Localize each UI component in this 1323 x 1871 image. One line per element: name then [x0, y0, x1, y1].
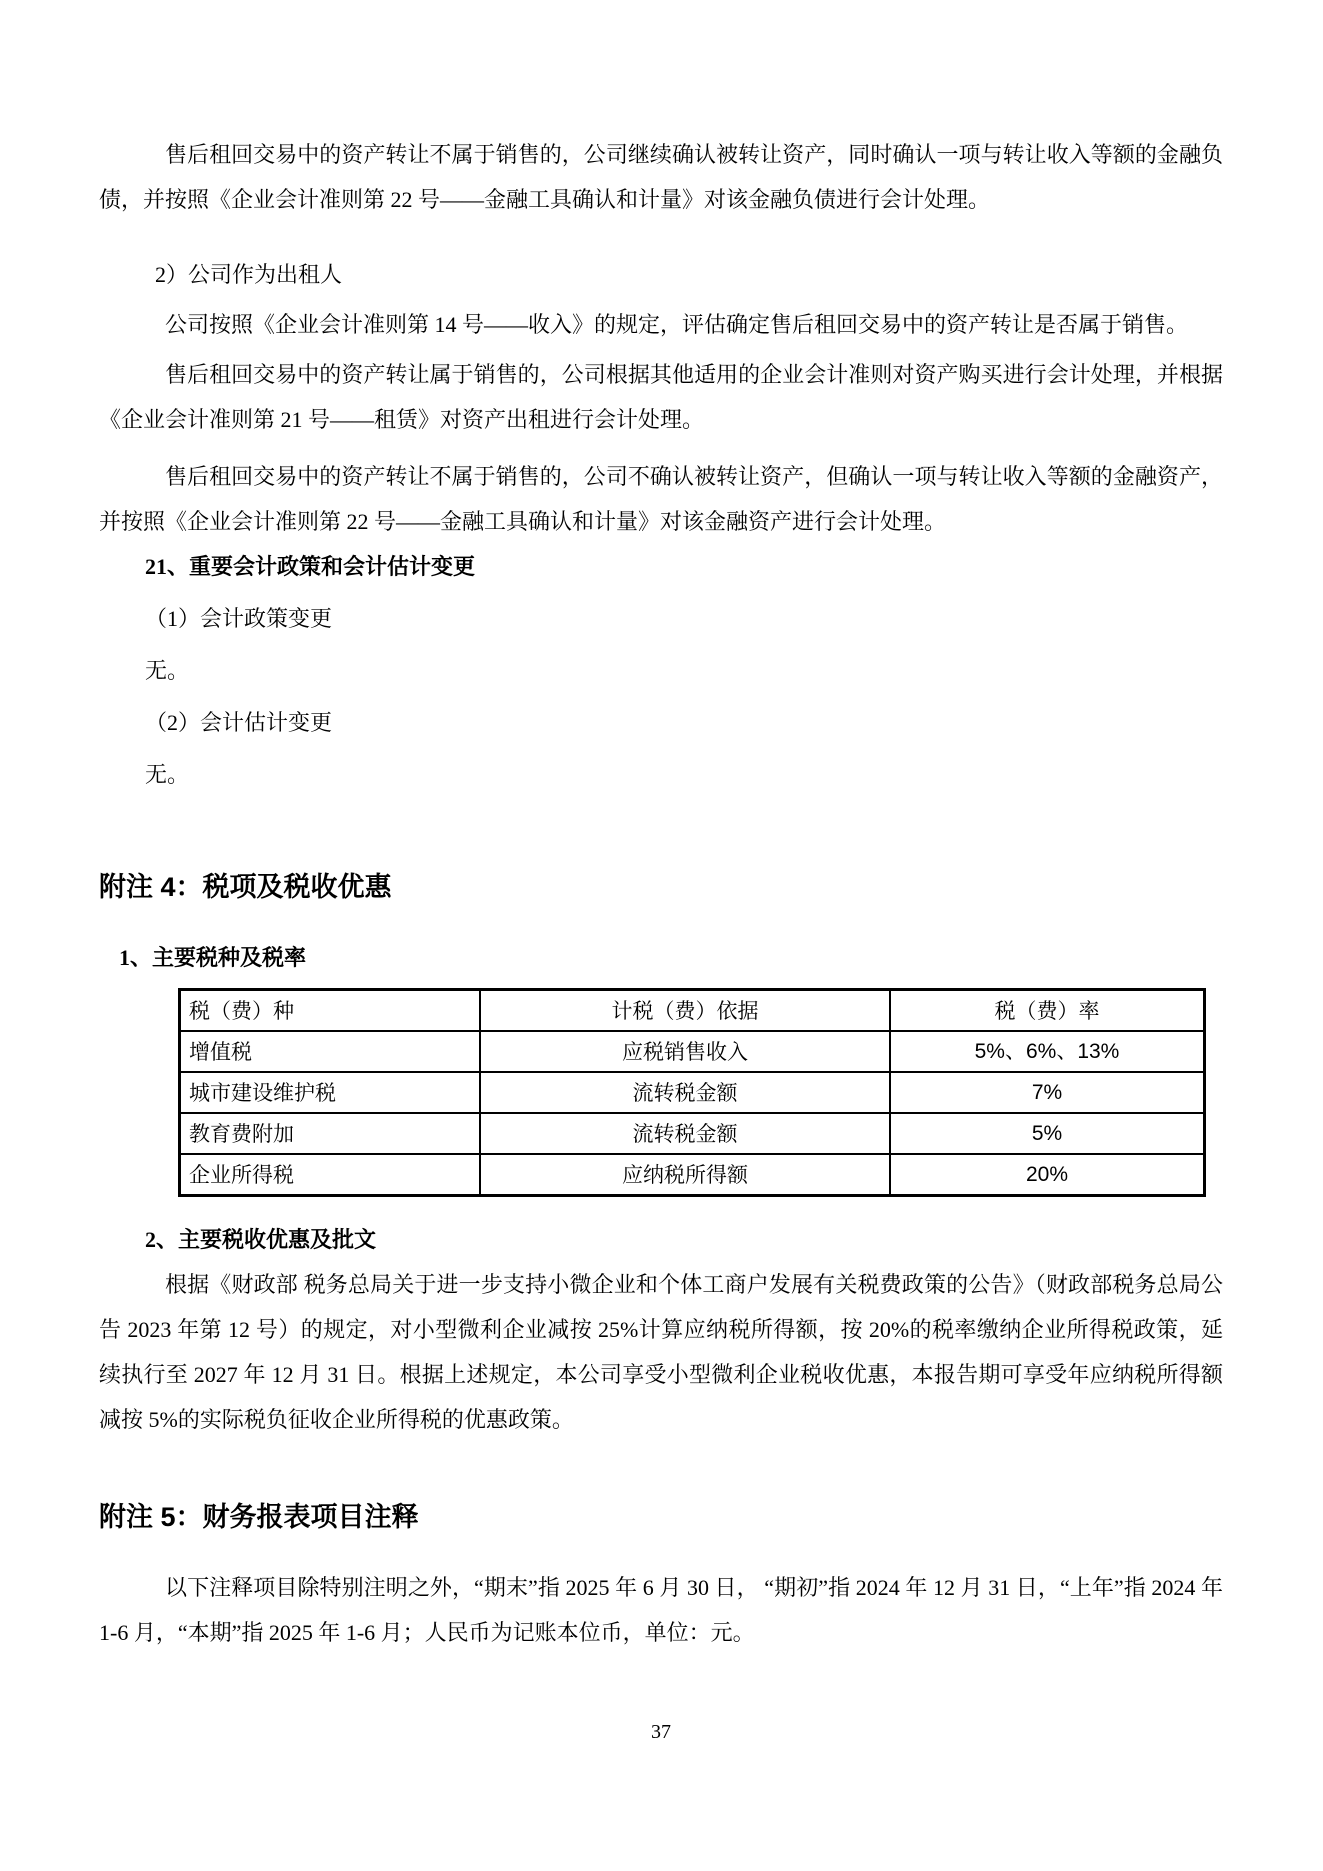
tax-type-cell: 城市建设维护税 [180, 1072, 481, 1113]
paragraph-leaseback-is-sale: 售后租回交易中的资产转让属于销售的，公司根据其他适用的企业会计准则对资产购买进行会计处理，并根据《企业会计准则第 21 号——租赁》对资产出租进行会计处理。 [99, 362, 1223, 432]
tax-rate-table [178, 988, 1206, 1197]
tax-rate-cell: 20% [890, 1154, 1205, 1196]
section-21-sub1-body: 无。 [145, 658, 190, 683]
tax-rate-cell: 5% [890, 1113, 1205, 1154]
section-21-sub2-heading: （2）会计估计变更 [145, 710, 333, 735]
paragraph-leaseback-assessment: 公司按照《企业会计准则第 14 号——收入》的规定，评估确定售后租回交易中的资产转让是否属于销售。 [165, 312, 1189, 337]
header-tax-basis: 计税（费）依据 [480, 990, 890, 1032]
lessor-heading: 2）公司作为出租人 [155, 262, 343, 287]
header-tax-type: 税（费）种 [180, 990, 481, 1032]
note4-sub1-heading: 1、主要税种及税率 [119, 945, 307, 970]
note5-title: 附注 5：财务报表项目注释 [99, 1502, 419, 1532]
tax-basis-cell: 应纳税所得额 [480, 1154, 890, 1196]
table-row [180, 1154, 1205, 1196]
tax-basis-cell: 流转税金额 [480, 1113, 890, 1154]
tax-basis-cell: 应税销售收入 [480, 1031, 890, 1072]
tax-basis-cell: 流转税金额 [480, 1072, 890, 1113]
table-header-row [180, 990, 1205, 1032]
note5-body: 以下注释项目除特别注明之外，“期末”指 2025 年 6 月 30 日， “期初”指 2024 年 12 月 31 日，“上年”指 2024 年 1-6 月，“本期”指 2025 年 1-6 月；人民币为记账本位币，单位：元。 [99, 1575, 1223, 1645]
paragraph-leaseback-not-sale-lessee: 售后租回交易中的资产转让不属于销售的，公司继续确认被转让资产，同时确认一项与转让收入等额的金融负债，并按照《企业会计准则第 22 号——金融工具确认和计量》对该金融负债进行会计处理。 [99, 142, 1223, 212]
note4-sub2-body: 根据《财政部 税务总局关于进一步支持小微企业和个体工商户发展有关税费政策的公告》（财政部税务总局公告 2023 年第 12 号）的规定，对小型微利企业减按 25%计算应纳税所得额，按 20%的税率缴纳企业所得税政策，延续执行至 2027 年 12 月 31 日。根据上述规定，本公司享受小型微利企业税收优惠，本报告期可享受年应纳税所得额减按 5%的实际税负征收企业所得税的优惠政策。 [99, 1272, 1223, 1432]
tax-rate-cell: 5%、6%、13% [890, 1031, 1205, 1072]
section-21-sub2-body: 无。 [145, 762, 190, 787]
tax-type-cell: 企业所得税 [180, 1154, 481, 1196]
section-21-heading: 21、重要会计政策和会计估计变更 [145, 554, 476, 579]
paragraph-leaseback-not-sale-lessor: 售后租回交易中的资产转让不属于销售的，公司不确认被转让资产，但确认一项与转让收入等额的金融资产，并按照《企业会计准则第 22 号——金融工具确认和计量》对该金融资产进行会计处理。 [99, 464, 1223, 534]
section-21-sub1-heading: （1）会计政策变更 [145, 606, 333, 631]
header-tax-rate: 税（费）率 [890, 990, 1205, 1032]
tax-type-cell: 教育费附加 [180, 1113, 481, 1154]
page-number: 37 [651, 1721, 671, 1743]
note4-sub2-heading: 2、主要税收优惠及批文 [145, 1227, 377, 1252]
tax-type-cell: 增值税 [180, 1031, 481, 1072]
table-row [180, 1072, 1205, 1113]
table-row [180, 1031, 1205, 1072]
note4-title: 附注 4：税项及税收优惠 [99, 872, 392, 902]
tax-rate-cell: 7% [890, 1072, 1205, 1113]
table-row [180, 1113, 1205, 1154]
